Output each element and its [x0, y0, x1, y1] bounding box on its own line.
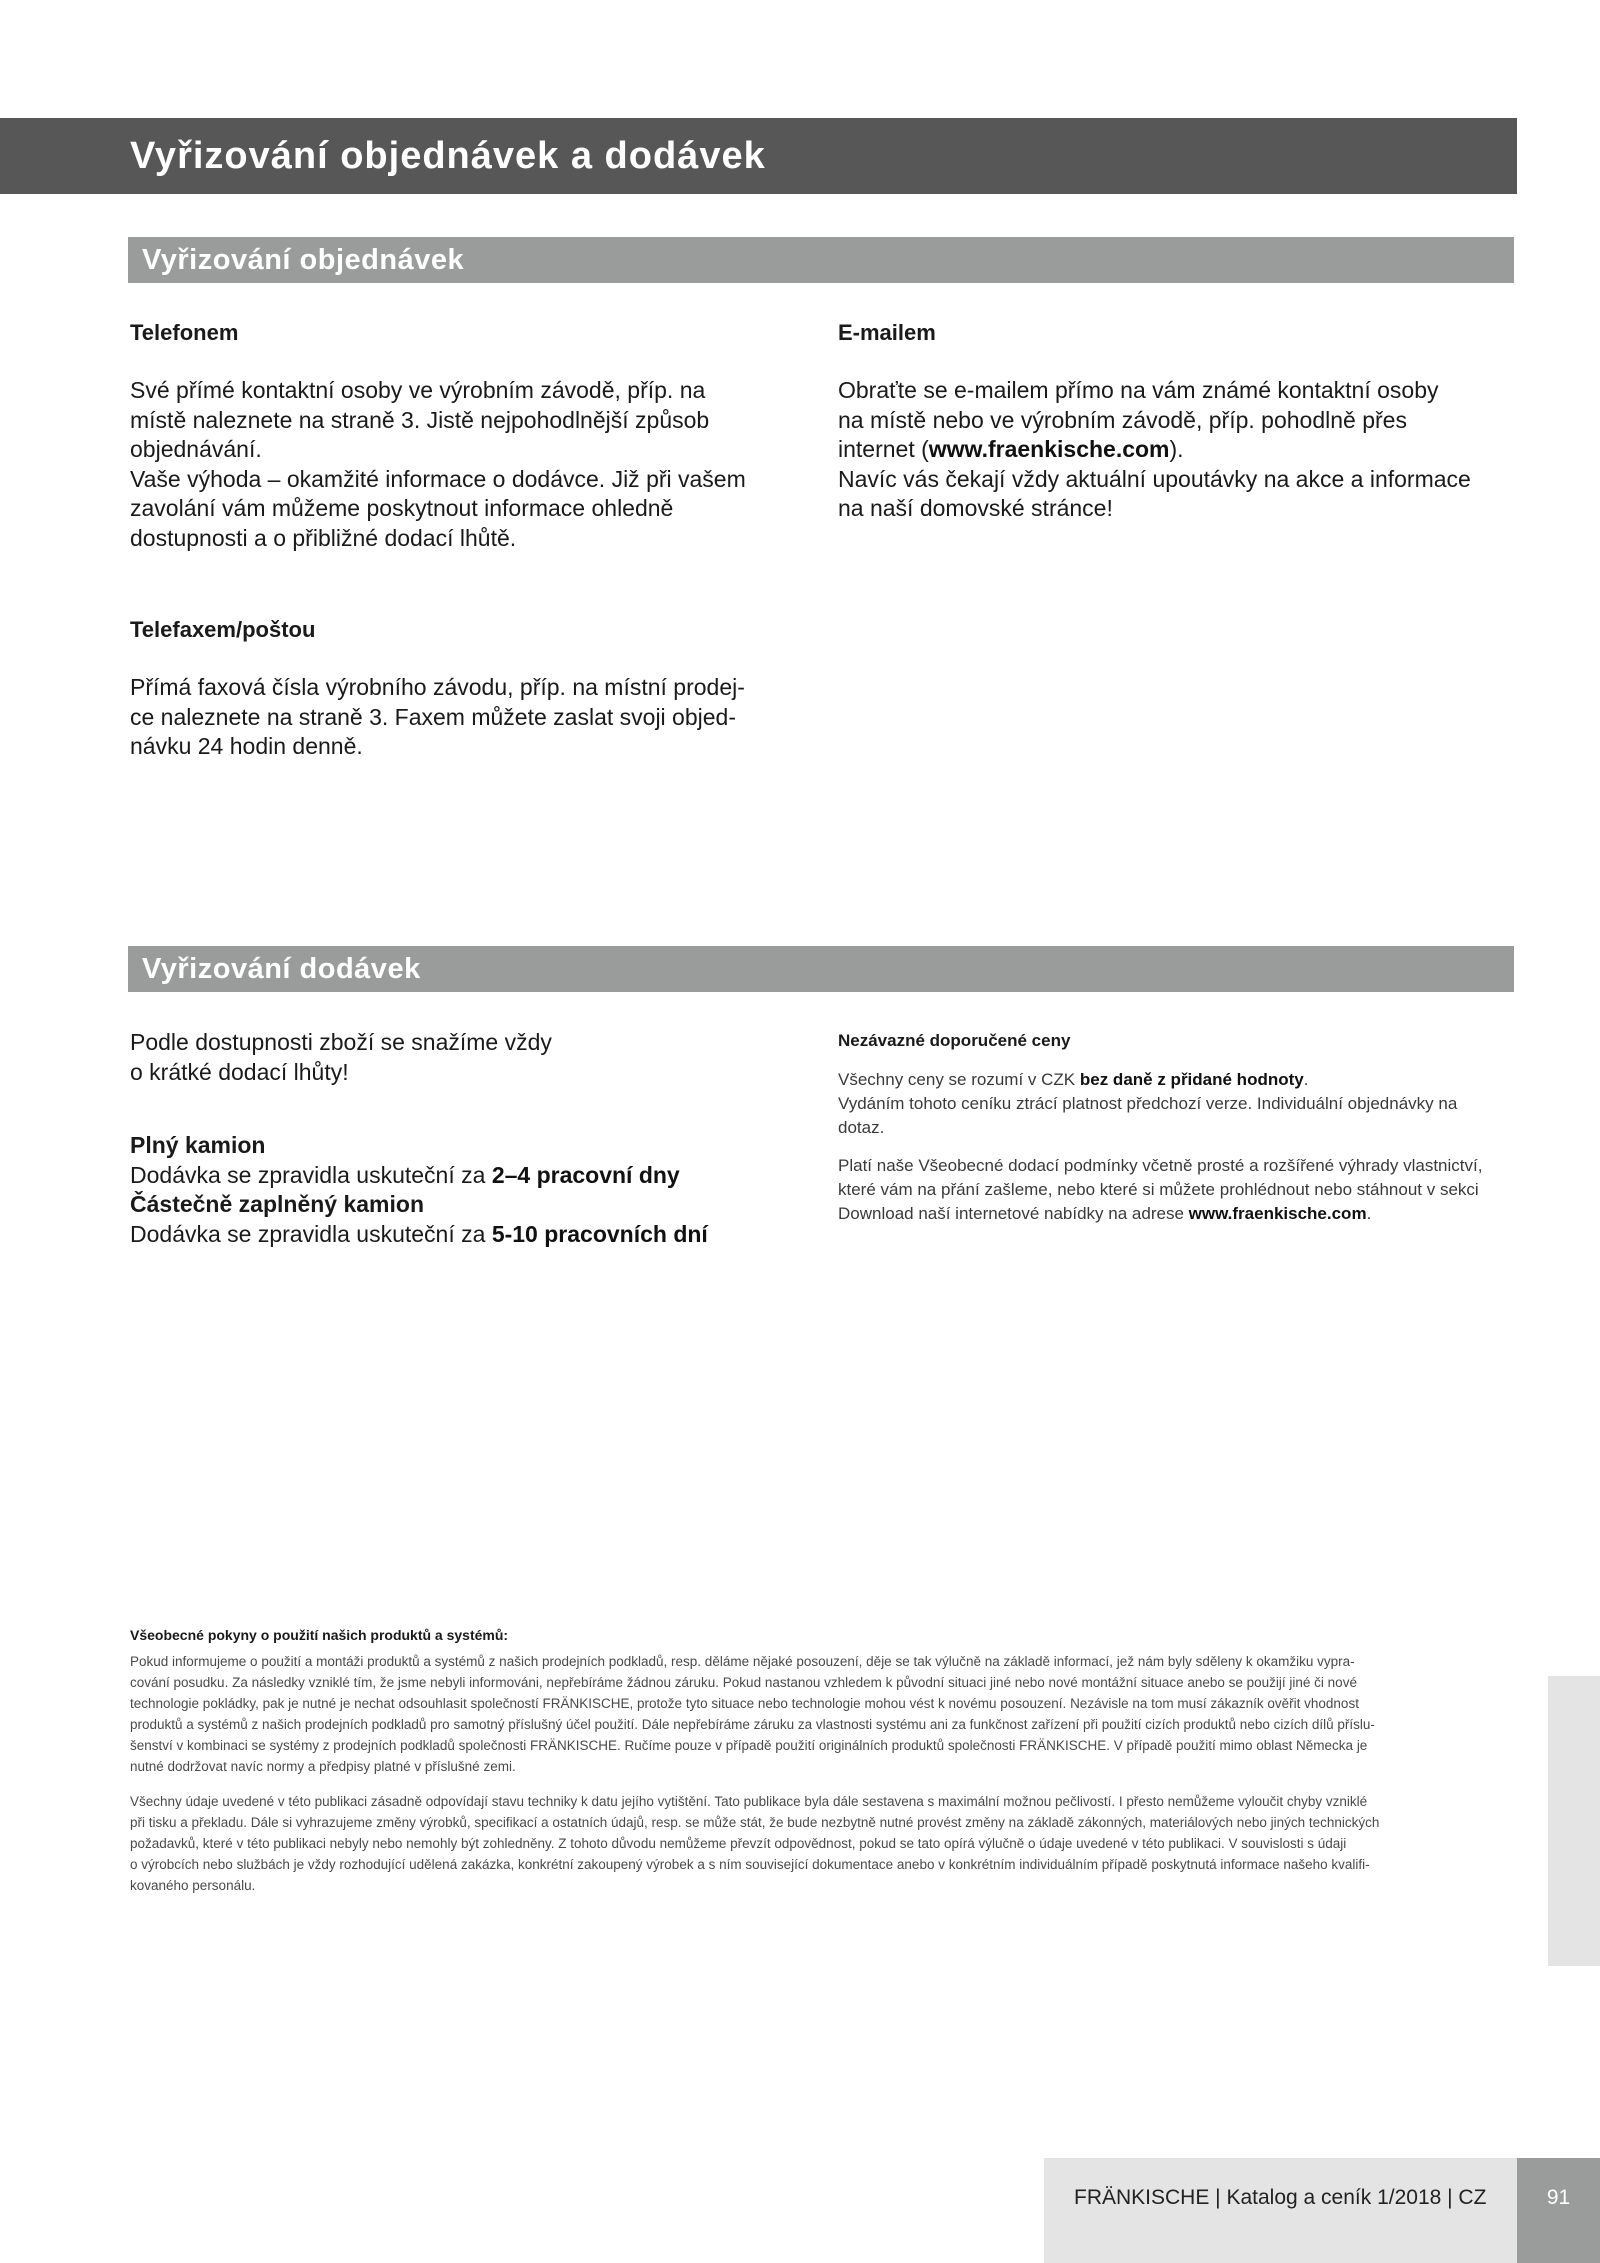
phone-line: místě naleznete na straně 3. Jistě nejpohodlnější způsob: [130, 406, 710, 433]
prices-line-post: .: [1303, 1070, 1309, 1089]
website-link[interactable]: www.fraenkische.com: [928, 436, 1170, 462]
notes-line: cování posudku. Za následky vzniklé tím, že jsme nebyli informováni, nepřebíráme žádnou záruku. Pokud nastanou vzhledem k původní situaci jiné nebo nové montážní situace anebo se použijí jiné či nové: [130, 1675, 1357, 1690]
full-truck-days: 2–4 pracovní dny: [491, 1161, 680, 1188]
full-truck-text: [130, 1161, 810, 1191]
full-truck-title: Plný kamion: [130, 1132, 266, 1158]
email-block: [838, 318, 1528, 524]
notes-line: Pokud informujeme o použití a montáži produktů a systémů z našich prodejních podkladů, resp. děláme nějaké posouzení, děje se tak výlučně na základě informací, jež nám byly sděleny k okamžiku vypra-: [130, 1654, 1355, 1669]
phone-line: objednávání.: [130, 436, 262, 462]
notes-line: nutné dodržovat navíc normy a předpisy platné v příslušné zemi.: [130, 1759, 516, 1774]
email-line-pre: internet (: [838, 436, 929, 462]
delivery-intro-line: Podle dostupnosti zboží se snažíme vždy: [130, 1029, 552, 1055]
prices-block: [838, 1030, 1528, 1226]
notes-line: kovaného personálu.: [130, 1878, 256, 1893]
website-link[interactable]: www.fraenkische.com: [1188, 1204, 1367, 1223]
page-number: 91: [1517, 2158, 1600, 2263]
page-title: Vyřizování objednávek a dodávek: [0, 118, 1517, 194]
phone-line: Vaše výhoda – okamžité informace o dodávce. Již při vašem: [130, 465, 746, 492]
prices-line: Vydáním tohoto ceníku ztrácí platnost předchozí verze. Individuální objednávky na: [838, 1094, 1458, 1113]
email-line: Navíc vás čekají vždy aktuální upoutávky na akce a informace: [838, 465, 1471, 492]
partial-truck-text: [130, 1220, 810, 1250]
general-notes: [130, 1625, 1520, 1896]
fax-line: ce naleznete na straně 3. Faxem můžete zaslat svoji objed-: [130, 703, 736, 730]
terms-line: [838, 1202, 1528, 1226]
terms-line: které vám na přání zašleme, nebo které si můžete prohlédnout nebo stáhnout v sekci: [838, 1180, 1479, 1199]
notes-line: o výrobcích nebo službách je vždy rozhodující udělená zakázka, konkrétní zakoupený výrobek a s ním související dokumentace anebo v konkrétním individuálním případě poskytnutá informace našeho kvalifi-: [130, 1857, 1370, 1872]
fax-line: návku 24 hodin denně.: [130, 733, 363, 759]
terms-line: Platí naše Všeobecné dodací podmínky včetně prosté a rozšířené výhrady vlastnictví,: [838, 1156, 1483, 1175]
side-register-tab: [1548, 1676, 1600, 1966]
email-line-post: ).: [1169, 436, 1184, 462]
fax-line: Přímá faxová čísla výrobního závodu, příp. na místní prodej-: [130, 674, 745, 700]
notes-line: požadavků, které v této publikaci nebyly nebo nemohly být zohledněny. Z tohoto důvodu nemůžeme převzít odpovědnost, pokud se tato opírá výlučně o údaje uvedené v této publikaci. V souvislosti s údaji: [130, 1836, 1347, 1851]
email-line: [838, 435, 1528, 465]
email-line: na místě nebo ve výrobním závodě, příp. pohodlně přes: [838, 406, 1407, 433]
phone-line: zavolání vám můžeme poskytnout informace ohledně: [130, 495, 674, 521]
partial-truck-title: Částečně zaplněný kamion: [130, 1191, 424, 1217]
prices-vat-note: bez daně z přidané hodnoty: [1079, 1070, 1304, 1089]
fax-title: Telefaxem/poštou: [130, 617, 316, 642]
section-heading-orders: Vyřizování objednávek: [128, 237, 1514, 283]
email-line: Obraťte se e-mailem přímo na vám známé kontaktní osoby: [838, 377, 1439, 403]
section-heading-deliveries: Vyřizování dodávek: [128, 946, 1514, 992]
partial-truck-days: 5-10 pracovních dní: [491, 1220, 708, 1247]
delivery-block: [130, 1028, 810, 1249]
prices-line: dotaz.: [838, 1118, 885, 1137]
fax-block: [130, 615, 810, 762]
prices-line: [838, 1068, 1528, 1092]
footer-label: FRÄNKISCHE | Katalog a ceník 1/2018 | CZ: [1044, 2158, 1517, 2263]
notes-line: Všechny údaje uvedené v této publikaci zásadně odpovídají stavu techniky k datu jejího vytištění. Tato publikace byla dále sestavena s maximální možnou pečlivostí. I přesto nemůžeme vyloučit chyby vzniklé: [130, 1794, 1368, 1809]
notes-line: šenství v kombinaci se systémy z prodejních podkladů společnosti FRÄNKISCHE. Ručíme pouze v případě použití originálních produktů společnosti FRÄNKISCHE. V případě použití mimo oblast Německa je: [130, 1738, 1368, 1753]
prices-line-pre: Všechny ceny se rozumí v CZK: [838, 1070, 1080, 1089]
delivery-intro-line: o krátké dodací lhůty!: [130, 1058, 349, 1085]
phone-block: [130, 318, 810, 553]
phone-line: dostupnosti a o přibližné dodací lhůtě.: [130, 524, 517, 551]
notes-line: produktů a systémů z našich prodejních podkladů pro samotný příslušný účel použití. Dále nepřebíráme záruku za vlastnosti systému ani za funkčnost zařízení při použití cizích produktů nebo cizích dílů příslu-: [130, 1717, 1375, 1732]
email-line: na naší domovské stránce!: [838, 495, 1113, 521]
phone-line: Své přímé kontaktní osoby ve výrobním závodě, příp. na: [130, 377, 706, 403]
notes-line: při tisku a překladu. Dále si vyhrazujeme změny výrobků, specifikací a ostatních údajů, resp. se může stát, že bude nezbytně nutné provést změny na základě zákonných, materiálových nebo jiných technických: [130, 1815, 1380, 1830]
email-title: E-mailem: [838, 320, 936, 345]
notes-line: technologie pokládky, pak je nutné je nechat odsouhlasit společností FRÄNKISCHE, protože tyto situace nebo technologie mohou vést k novému posouzení. Nezávisle na tom musí zákazník ověřit vhodnost: [130, 1696, 1359, 1711]
terms-line-post: .: [1366, 1204, 1372, 1223]
terms-line-pre: Download naší internetové nabídky na adrese: [838, 1204, 1189, 1223]
full-truck-text-pre: Dodávka se zpravidla uskuteční za: [130, 1161, 492, 1188]
phone-title: Telefonem: [130, 320, 239, 345]
partial-truck-text-pre: Dodávka se zpravidla uskuteční za: [130, 1220, 492, 1247]
prices-title: Nezávazné doporučené ceny: [838, 1031, 1071, 1050]
notes-title: Všeobecné pokyny o použití našich produktů a systémů:: [130, 1627, 509, 1643]
